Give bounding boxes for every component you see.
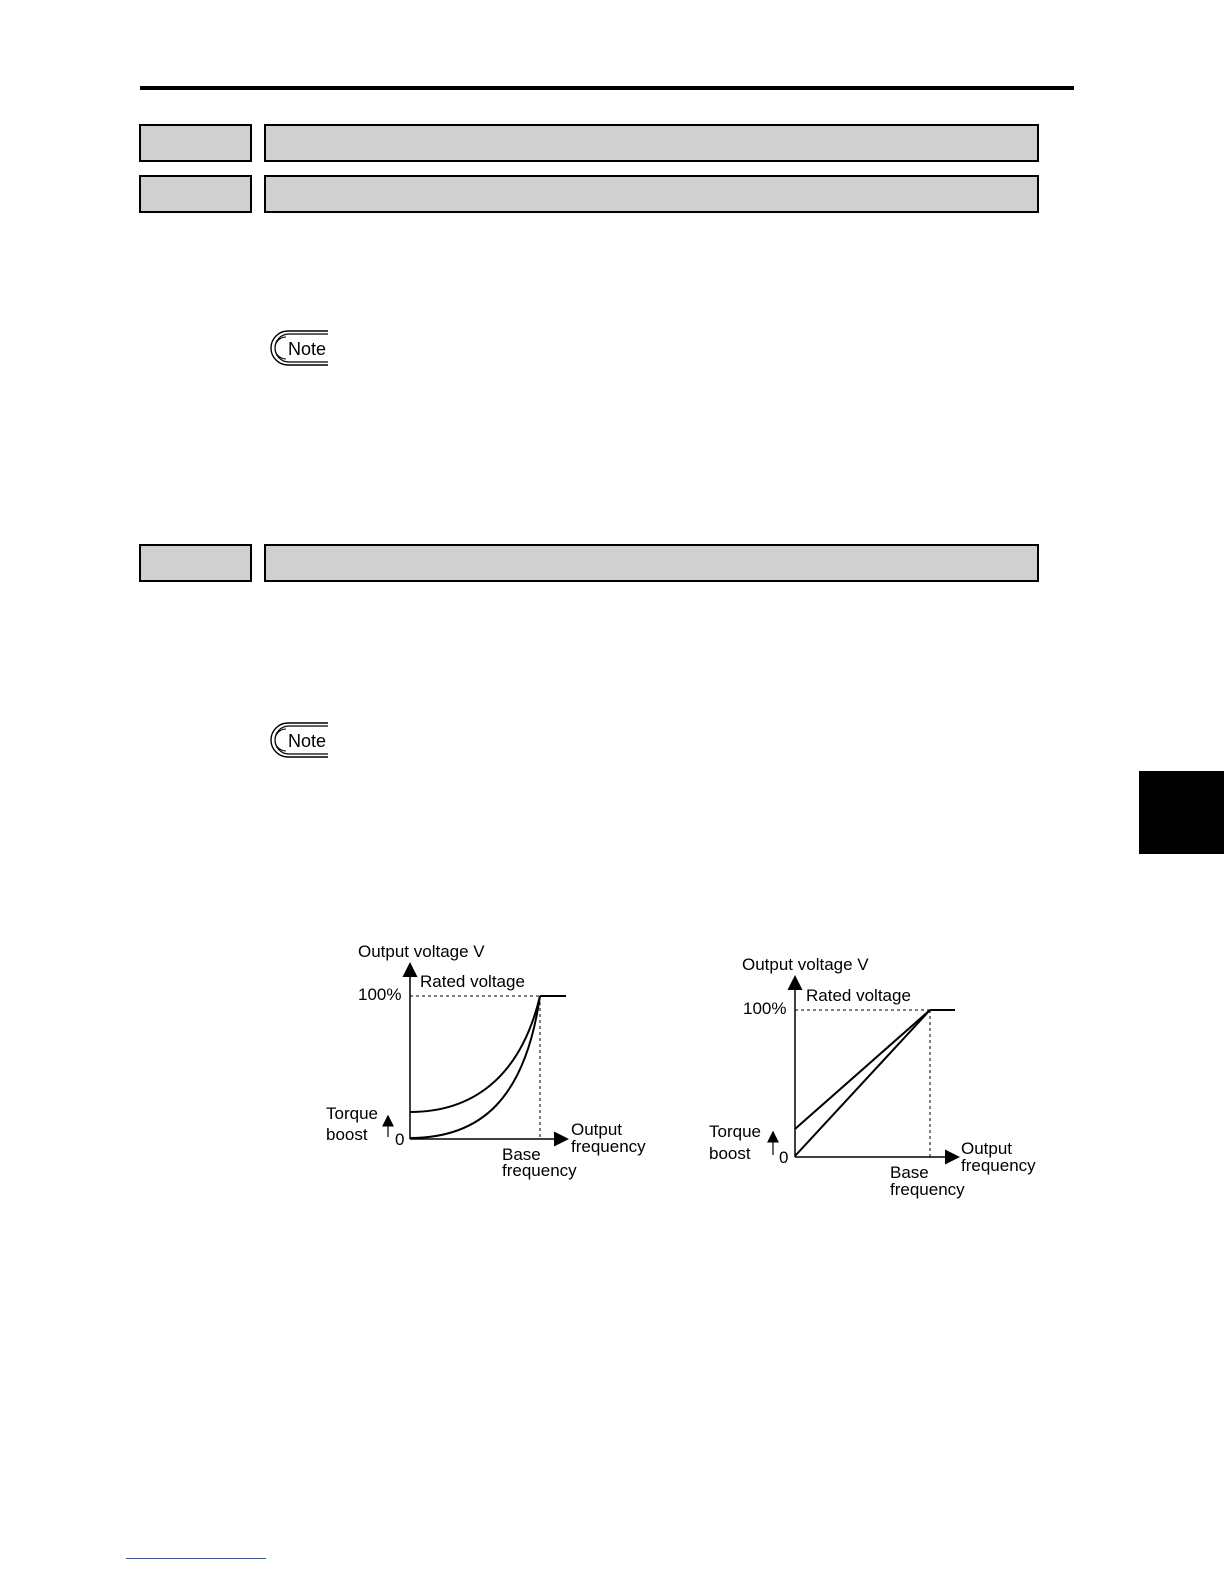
line-with-boost: [795, 1010, 930, 1129]
param-title-box-3: [264, 544, 1039, 582]
param-title-box-1: [264, 124, 1039, 162]
vf-curve-constant-torque: [705, 950, 1050, 1205]
note-label: Note: [288, 731, 327, 751]
y-axis-title: Output voltage V: [742, 955, 869, 974]
x-axis-label-1: Output: [571, 1120, 623, 1139]
torque-boost-label-1: Torque: [326, 1104, 378, 1123]
base-frequency-label-2: frequency: [890, 1180, 965, 1199]
x-axis-label-2: frequency: [961, 1156, 1036, 1175]
param-code-box-1: [139, 124, 252, 162]
param-code-box-3: [139, 544, 252, 582]
torque-boost-label-1: Torque: [709, 1122, 761, 1141]
header-rule: [140, 86, 1074, 90]
origin-label: 0: [779, 1148, 789, 1167]
line-without-boost: [795, 1010, 930, 1156]
note-label: Note: [288, 339, 327, 359]
origin-label: 0: [395, 1130, 405, 1149]
curve-with-boost: [410, 996, 540, 1112]
base-frequency-label-1: Base: [890, 1163, 929, 1182]
base-frequency-label-1: Base: [502, 1145, 541, 1164]
percent-label: 100%: [358, 985, 402, 1004]
base-frequency-label-2: frequency: [502, 1161, 577, 1180]
vf-curve-variable-torque: [320, 936, 660, 1186]
footer-link-underline: [126, 1558, 266, 1559]
torque-boost-label-2: boost: [709, 1144, 751, 1163]
rated-voltage-label: Rated voltage: [420, 972, 525, 991]
y-axis-title: Output voltage V: [358, 942, 485, 961]
torque-boost-label-2: boost: [326, 1125, 368, 1144]
curve-without-boost: [410, 996, 540, 1138]
x-axis-label-2: frequency: [571, 1137, 646, 1156]
note-icon: [268, 721, 332, 759]
percent-label: 100%: [743, 999, 787, 1018]
x-axis-label-1: Output: [961, 1139, 1013, 1158]
param-title-box-2: [264, 175, 1039, 213]
param-code-box-2: [139, 175, 252, 213]
note-icon: [268, 329, 332, 367]
chapter-tab: [1139, 771, 1224, 854]
rated-voltage-label: Rated voltage: [806, 986, 911, 1005]
